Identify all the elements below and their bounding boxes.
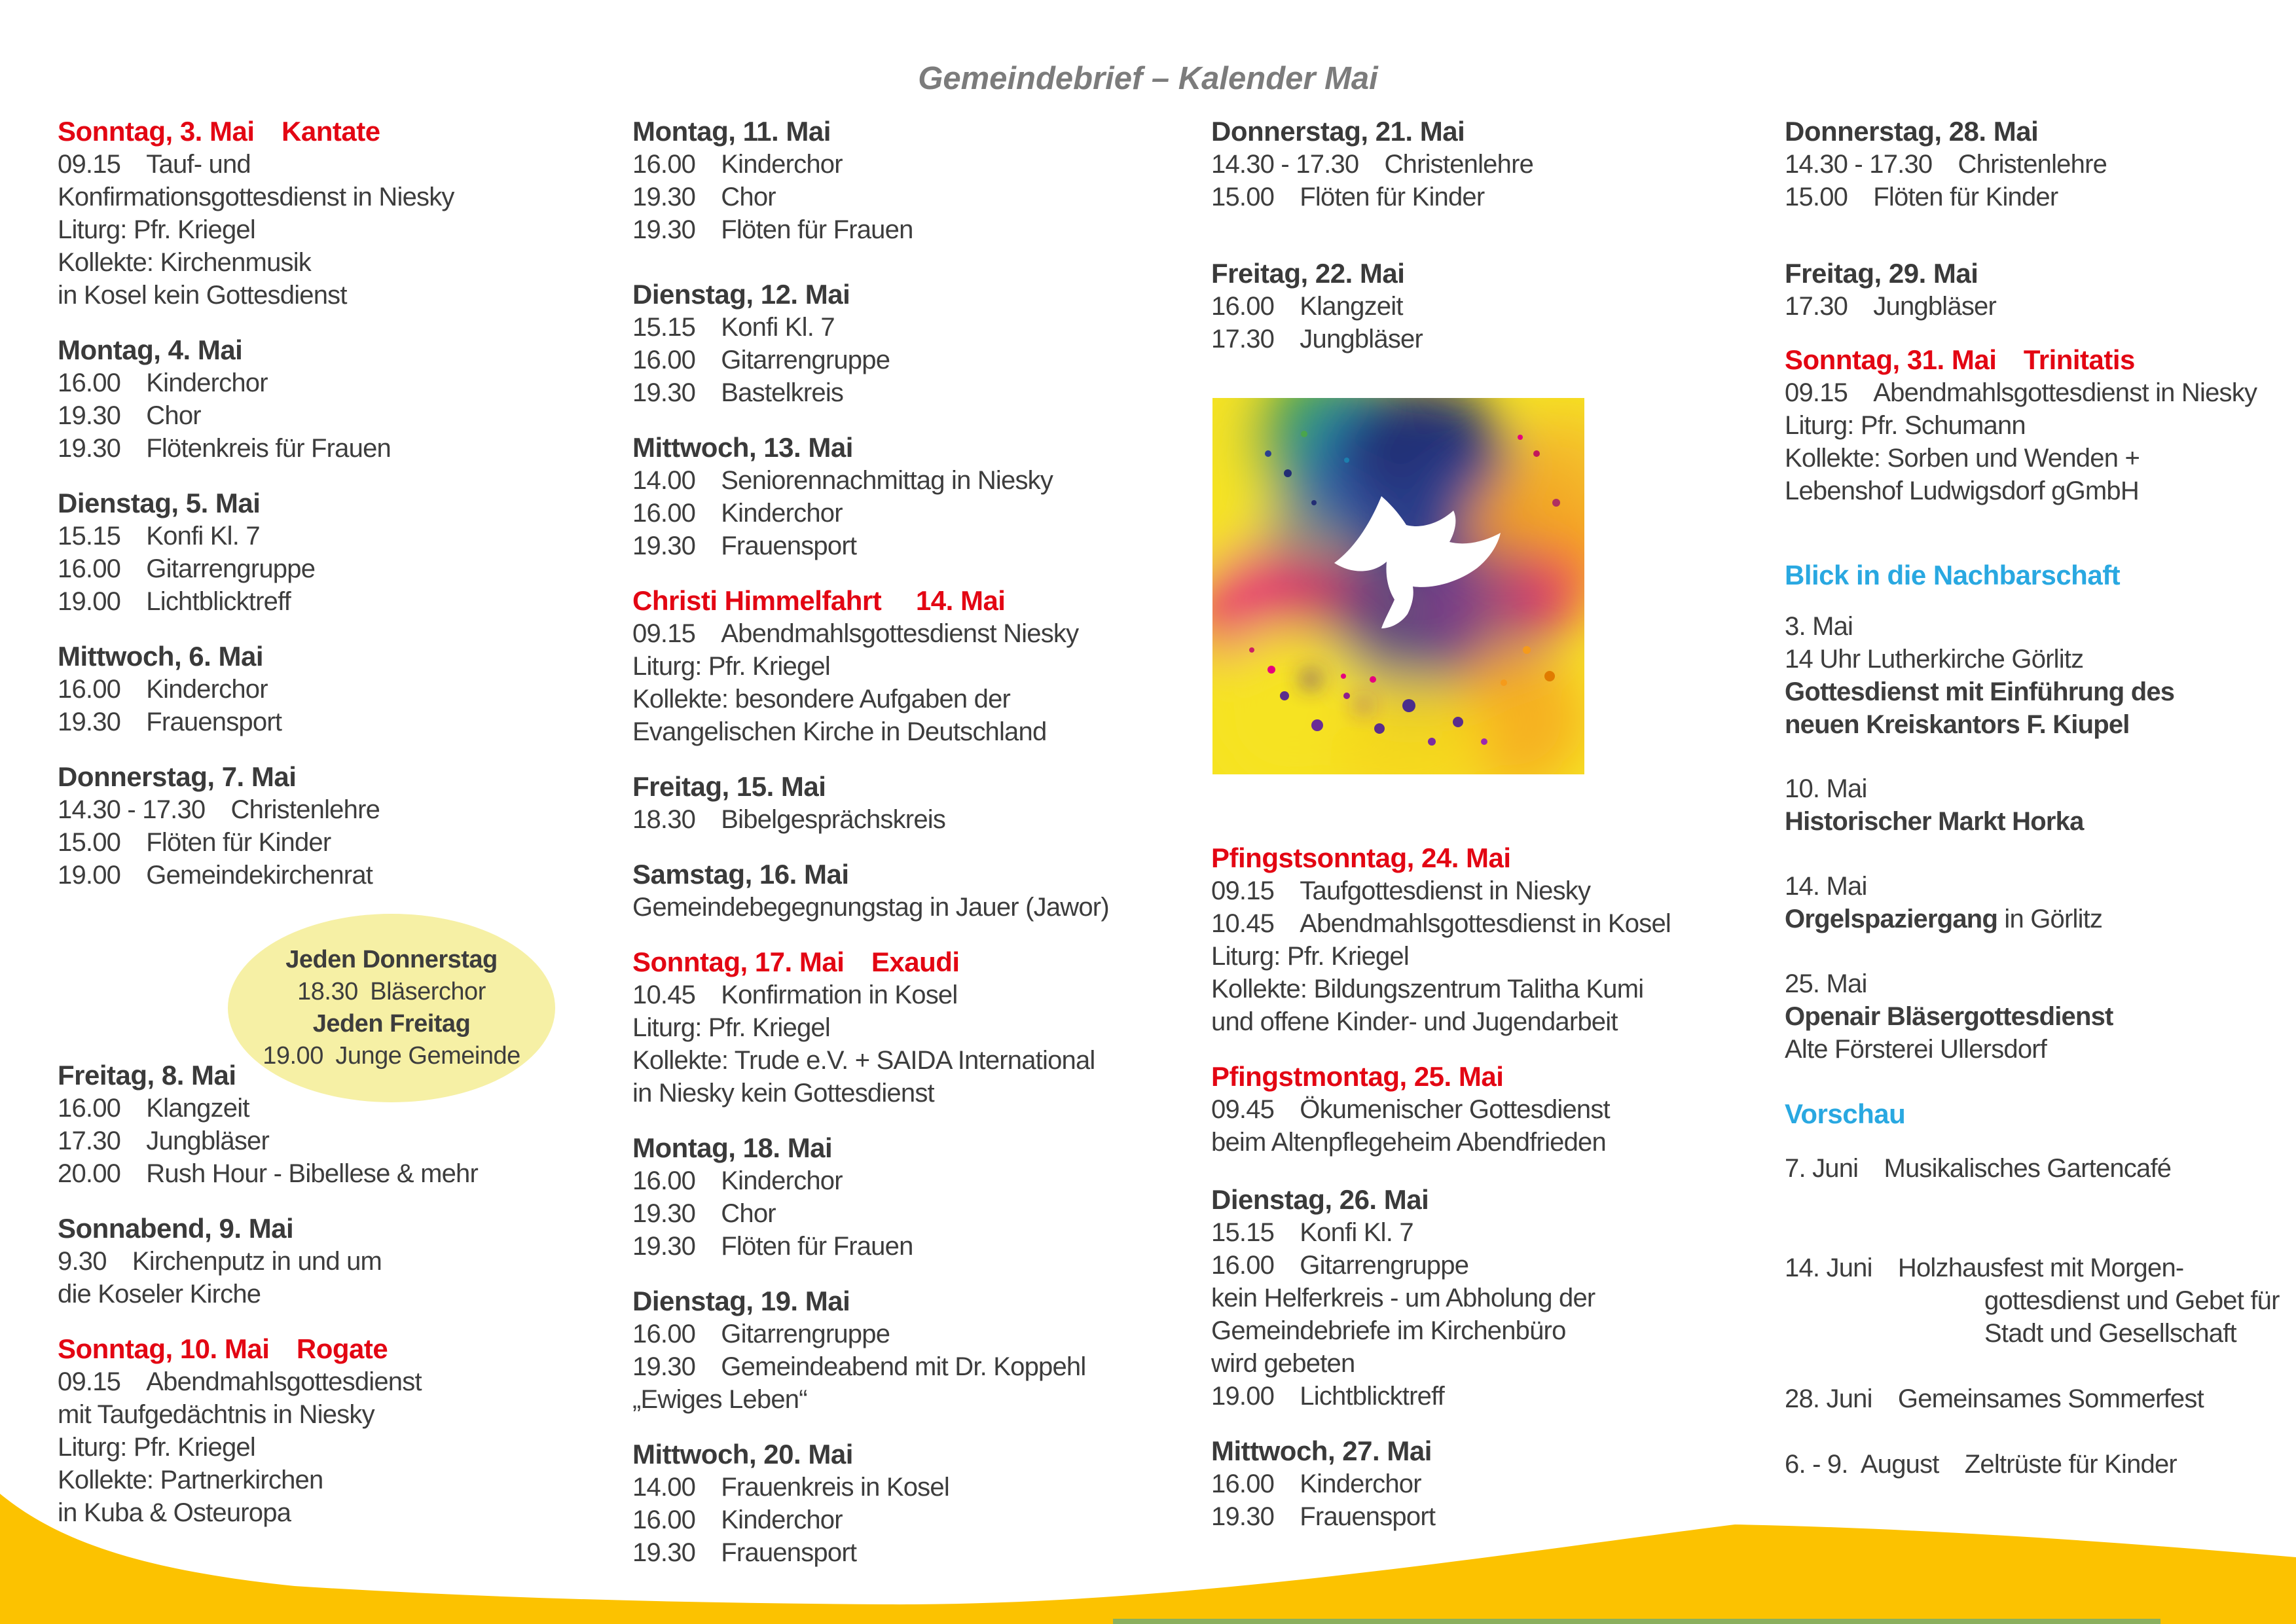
calendar-entry xyxy=(632,115,1163,246)
section-header-block xyxy=(1785,1098,2295,1130)
entry-line: 19.30 Flöten für Frauen xyxy=(632,215,913,244)
bubble-line: 19.00 Junge Gemeinde xyxy=(263,1042,520,1070)
feast-day-heading: Sonntag, 3. Mai Kantate xyxy=(58,116,380,147)
day-heading: Freitag, 29. Mai xyxy=(1785,258,1978,289)
day-heading: Montag, 11. Mai xyxy=(632,116,831,147)
entry-line: 16.00 Kinderchor xyxy=(58,369,268,397)
entry-line: Liturg: Pfr. Kriegel xyxy=(58,1433,255,1462)
calendar-entry xyxy=(1211,115,1735,213)
entry-line: kein Helferkreis - um Abholung der xyxy=(1211,1284,1595,1312)
calendar-entry xyxy=(58,1212,568,1310)
entry-line: Evangelischen Kirche in Deutschland xyxy=(632,717,1047,746)
entry-line: 17.30 Jungbläser xyxy=(1211,325,1423,353)
entry-line: Liturg: Pfr. Schumann xyxy=(1785,411,2026,440)
entry-line: 20.00 Rush Hour - Bibellese & mehr xyxy=(58,1159,478,1188)
entry-line: 16.00 Kinderchor xyxy=(632,150,843,179)
entry-line: in Niesky kein Gottesdienst xyxy=(632,1079,934,1108)
entry-line: Alte Försterei Ullersdorf xyxy=(1785,1035,2047,1064)
entry-line: Kollekte: besondere Aufgaben der xyxy=(632,685,1011,713)
entry-line: in Kuba & Osteuropa xyxy=(58,1498,291,1527)
feast-day-heading: Pfingstmontag, 25. Mai xyxy=(1211,1061,1504,1092)
entry-line: 15.00 Flöten für Kinder xyxy=(1211,183,1485,211)
wave-teal-edge xyxy=(1113,1619,2160,1624)
entry-line: 16.00 Gitarrengruppe xyxy=(632,346,890,374)
entry-line: Gottesdienst mit Einführung des xyxy=(1785,677,2175,706)
day-heading: Montag, 18. Mai xyxy=(632,1132,833,1163)
entry-line: 28. Juni Gemeinsames Sommerfest xyxy=(1785,1384,2204,1413)
day-heading: Freitag, 15. Mai xyxy=(632,771,826,802)
day-heading: Dienstag, 5. Mai xyxy=(58,488,261,518)
entry-line: in Kosel kein Gottesdienst xyxy=(58,281,347,310)
entry-line-part: in Görlitz xyxy=(1997,905,2103,933)
entry-line: 19.30 Frauensport xyxy=(58,708,282,736)
entry-line: 09.15 Taufgottesdienst in Niesky xyxy=(1211,876,1591,905)
entry-line: Openair Bläsergottesdienst xyxy=(1785,1002,2113,1031)
feast-day-heading: Sonntag, 17. Mai Exaudi xyxy=(632,947,960,977)
entry-line: 19.30 Frauensport xyxy=(632,532,857,560)
calendar-entry xyxy=(1785,115,2295,213)
entry-line xyxy=(1785,903,2295,935)
feast-day-heading: Pfingstsonntag, 24. Mai xyxy=(1211,842,1511,873)
calendar-entry xyxy=(1211,1183,1735,1413)
calendar-column-3 xyxy=(1211,115,1735,1533)
entry-line: 15.15 Konfi Kl. 7 xyxy=(1211,1218,1413,1247)
entry-line: „Ewiges Leben“ xyxy=(632,1385,807,1414)
dove-artwork-svg xyxy=(1212,398,1584,774)
entry-line: 17.30 Jungbläser xyxy=(58,1127,269,1155)
entry-line: 19.30 Flötenkreis für Frauen xyxy=(58,434,391,463)
entry-line: Liturg: Pfr. Kriegel xyxy=(632,1013,830,1042)
entry-line: Kollekte: Kirchenmusik xyxy=(58,248,312,277)
calendar-entry xyxy=(632,431,1163,562)
entry-line: 14.00 Frauenkreis in Kosel xyxy=(632,1473,949,1502)
entry-line: 15.00 Flöten für Kinder xyxy=(1785,183,2058,211)
calendar-entry xyxy=(58,115,568,312)
day-heading: Dienstag, 19. Mai xyxy=(632,1286,850,1316)
entry-line: neuen Kreiskantors F. Kiupel xyxy=(1785,710,2130,739)
entry-line: 16.00 Kinderchor xyxy=(632,499,843,528)
calendar-column-4 xyxy=(1785,115,2295,1481)
calendar-entry xyxy=(58,640,568,738)
entry-line: 19.30 Bastelkreis xyxy=(632,378,844,407)
day-heading: Samstag, 16. Mai xyxy=(632,859,849,890)
entry-line: 16.00 Kinderchor xyxy=(632,1506,843,1534)
calendar-entry xyxy=(1211,257,1735,355)
entry-line: 19.30 Gemeindeabend mit Dr. Koppehl xyxy=(632,1352,1086,1381)
section-heading: Vorschau xyxy=(1785,1098,1906,1129)
day-heading: Donnerstag, 21. Mai xyxy=(1211,116,1465,147)
calendar-entry xyxy=(58,761,568,892)
entry-line: 14.30 - 17.30 Christenlehre xyxy=(58,795,380,824)
calendar-entry xyxy=(1211,842,1735,1038)
entry-line: 19.30 Chor xyxy=(632,183,776,211)
calendar-entry xyxy=(632,585,1163,748)
calendar-entry xyxy=(632,1285,1163,1416)
bottom-wave-decoration xyxy=(0,1408,2296,1624)
entry-line: Historischer Markt Horka xyxy=(1785,807,2084,836)
entry-line: 14.00 Seniorennachmittag in Niesky xyxy=(632,466,1053,495)
calendar-column-1 xyxy=(58,115,568,1529)
entry-line: 19.30 Chor xyxy=(58,401,201,430)
entry-line: 14.30 - 17.30 Christenlehre xyxy=(1785,150,2107,179)
bubble-line: 18.30 Bläserchor xyxy=(297,978,486,1005)
day-heading: Sonnabend, 9. Mai xyxy=(58,1213,294,1244)
entry-line: beim Altenpflegeheim Abendfrieden xyxy=(1211,1128,1606,1157)
entry-line: 16.00 Kinderchor xyxy=(1211,1470,1421,1498)
entry-line: 09.15 Tauf- und xyxy=(58,150,251,179)
calendar-entry xyxy=(632,278,1163,409)
calendar-entry xyxy=(1785,610,2295,741)
entry-line: 19.30 Flöten für Frauen xyxy=(632,1232,913,1261)
entry-line: Konfirmationsgottesdienst in Niesky xyxy=(58,183,454,211)
entry-line: Gemeindebriefe im Kirchenbüro xyxy=(1211,1316,1566,1345)
entry-line: 18.30 Bibelgesprächskreis xyxy=(632,805,946,834)
weekly-events-bubble xyxy=(228,914,555,1102)
entry-line: 16.00 Gitarrengruppe xyxy=(58,554,316,583)
day-heading: Dienstag, 12. Mai xyxy=(632,279,850,310)
calendar-entry xyxy=(1785,1252,2295,1350)
calendar-entry xyxy=(1785,257,2295,323)
entry-line: 16.00 Kinderchor xyxy=(58,675,268,704)
day-heading: Mittwoch, 13. Mai xyxy=(632,432,853,463)
feast-day-heading: Sonntag, 31. Mai Trinitatis xyxy=(1785,344,2135,375)
section-heading: Blick in die Nachbarschaft xyxy=(1785,560,2121,590)
entry-line: die Koseler Kirche xyxy=(58,1280,261,1308)
entry-line: 16.00 Gitarrengruppe xyxy=(632,1320,890,1348)
entry-line: 16.00 Kinderchor xyxy=(632,1166,843,1195)
entry-line: Gemeindebegegnungstag in Jauer (Jawor) xyxy=(632,893,1109,922)
entry-line: Stadt und Gesellschaft xyxy=(1984,1319,2236,1348)
calendar-column-2 xyxy=(632,115,1163,1569)
entry-line: 10.45 Abendmahlsgottesdienst in Kosel xyxy=(1211,909,1671,938)
entry-line: Kollekte: Partnerkirchen xyxy=(58,1466,323,1494)
pentecost-dove-image xyxy=(1212,398,1584,774)
calendar-entry xyxy=(1785,772,2295,838)
entry-line: 17.30 Jungbläser xyxy=(1785,292,1996,321)
entry-line: 25. Mai xyxy=(1785,969,1867,998)
entry-line: 19.30 Chor xyxy=(632,1199,776,1228)
entry-line: 3. Mai xyxy=(1785,612,1853,641)
entry-line: Liturg: Pfr. Kriegel xyxy=(632,652,830,681)
entry-line: 19.00 Lichtblicktreff xyxy=(58,587,291,616)
day-heading: Mittwoch, 20. Mai xyxy=(632,1439,853,1470)
entry-line: 6. - 9. August Zeltrüste für Kinder xyxy=(1785,1450,2177,1479)
entry-line: Liturg: Pfr. Kriegel xyxy=(1211,942,1409,971)
day-heading: Freitag, 8. Mai xyxy=(58,1060,236,1091)
entry-line: und offene Kinder- und Jugendarbeit xyxy=(1211,1007,1618,1036)
entry-line: Liturg: Pfr. Kriegel xyxy=(58,215,255,244)
entry-line: 15.15 Konfi Kl. 7 xyxy=(632,313,835,342)
bubble-line: Jeden Freitag xyxy=(312,1010,471,1038)
calendar-entry xyxy=(632,858,1163,924)
entry-line: 14 Uhr Lutherkirche Görlitz xyxy=(1785,645,2084,674)
calendar-entry xyxy=(1785,1152,2295,1185)
day-heading: Mittwoch, 27. Mai xyxy=(1211,1435,1432,1466)
entry-line: gottesdienst und Gebet für xyxy=(1984,1286,2280,1315)
entry-line-part: Orgelspaziergang xyxy=(1785,905,1998,933)
entry-line: 09.15 Abendmahlsgottesdienst in Niesky xyxy=(1785,378,2257,407)
day-heading: Donnerstag, 7. Mai xyxy=(58,761,297,792)
entry-line: 10.45 Konfirmation in Kosel xyxy=(632,981,958,1009)
feast-day-heading: Sonntag, 10. Mai Rogate xyxy=(58,1333,388,1364)
calendar-entry xyxy=(632,770,1163,836)
section-header-block xyxy=(1785,559,2295,592)
day-heading: Dienstag, 26. Mai xyxy=(1211,1184,1429,1215)
entry-line: 15.00 Flöten für Kinder xyxy=(58,828,331,857)
entry-line: 10. Mai xyxy=(1785,774,1867,803)
day-heading: Montag, 4. Mai xyxy=(58,334,243,365)
entry-line: mit Taufgedächtnis in Niesky xyxy=(58,1400,374,1429)
entry-line: 14. Juni Holzhausfest mit Morgen- xyxy=(1785,1254,2184,1282)
calendar-entry xyxy=(1785,870,2295,935)
entry-line: 14.30 - 17.30 Christenlehre xyxy=(1211,150,1534,179)
entry-line: wird gebeten xyxy=(1211,1349,1355,1378)
calendar-entry xyxy=(58,487,568,618)
day-heading: Mittwoch, 6. Mai xyxy=(58,641,264,672)
entry-line: 16.00 Klangzeit xyxy=(1211,292,1403,321)
bubble-line: Jeden Donnerstag xyxy=(285,946,498,973)
day-heading: Freitag, 22. Mai xyxy=(1211,258,1405,289)
entry-line: 09.15 Abendmahlsgottesdienst Niesky xyxy=(632,619,1079,648)
entry-line: 14. Mai xyxy=(1785,872,1867,901)
day-heading: Donnerstag, 28. Mai xyxy=(1785,116,2039,147)
entry-line: 19.30 Frauensport xyxy=(1211,1502,1436,1531)
calendar-entry xyxy=(1785,344,2295,507)
entry-line: 16.00 Gitarrengruppe xyxy=(1211,1251,1469,1280)
entry-line: 16.00 Klangzeit xyxy=(58,1094,249,1123)
entry-line: Kollekte: Sorben und Wenden + xyxy=(1785,444,2140,473)
entry-line: Kollekte: Bildungszentrum Talitha Kumi xyxy=(1211,975,1644,1003)
entry-line: 19.00 Lichtblicktreff xyxy=(1211,1382,1444,1411)
entry-line: 15.15 Konfi Kl. 7 xyxy=(58,522,260,550)
entry-line: 19.30 Frauensport xyxy=(632,1538,857,1567)
calendar-entry xyxy=(632,946,1163,1110)
entry-line: 09.15 Abendmahlsgottesdienst xyxy=(58,1367,422,1396)
calendar-entry xyxy=(58,334,568,465)
entry-line: Lebenshof Ludwigsdorf gGmbH xyxy=(1785,477,2139,505)
calendar-entry xyxy=(632,1132,1163,1263)
entry-line: 09.45 Ökumenischer Gottesdienst xyxy=(1211,1095,1610,1124)
entry-line: 9.30 Kirchenputz in und um xyxy=(58,1247,382,1276)
feast-day-heading: Christi Himmelfahrt 14. Mai xyxy=(632,585,1006,616)
entry-line: 19.00 Gemeindekirchenrat xyxy=(58,861,373,890)
page-title: Gemeindebrief – Kalender Mai xyxy=(918,61,1378,96)
entry-line: 7. Juni Musikalisches Gartencafé xyxy=(1785,1154,2172,1183)
wave-shape xyxy=(0,1494,2296,1624)
calendar-entry xyxy=(1211,1060,1735,1159)
calendar-entry xyxy=(1785,967,2295,1066)
entry-line: Kollekte: Trude e.V. + SAIDA International xyxy=(632,1046,1095,1075)
